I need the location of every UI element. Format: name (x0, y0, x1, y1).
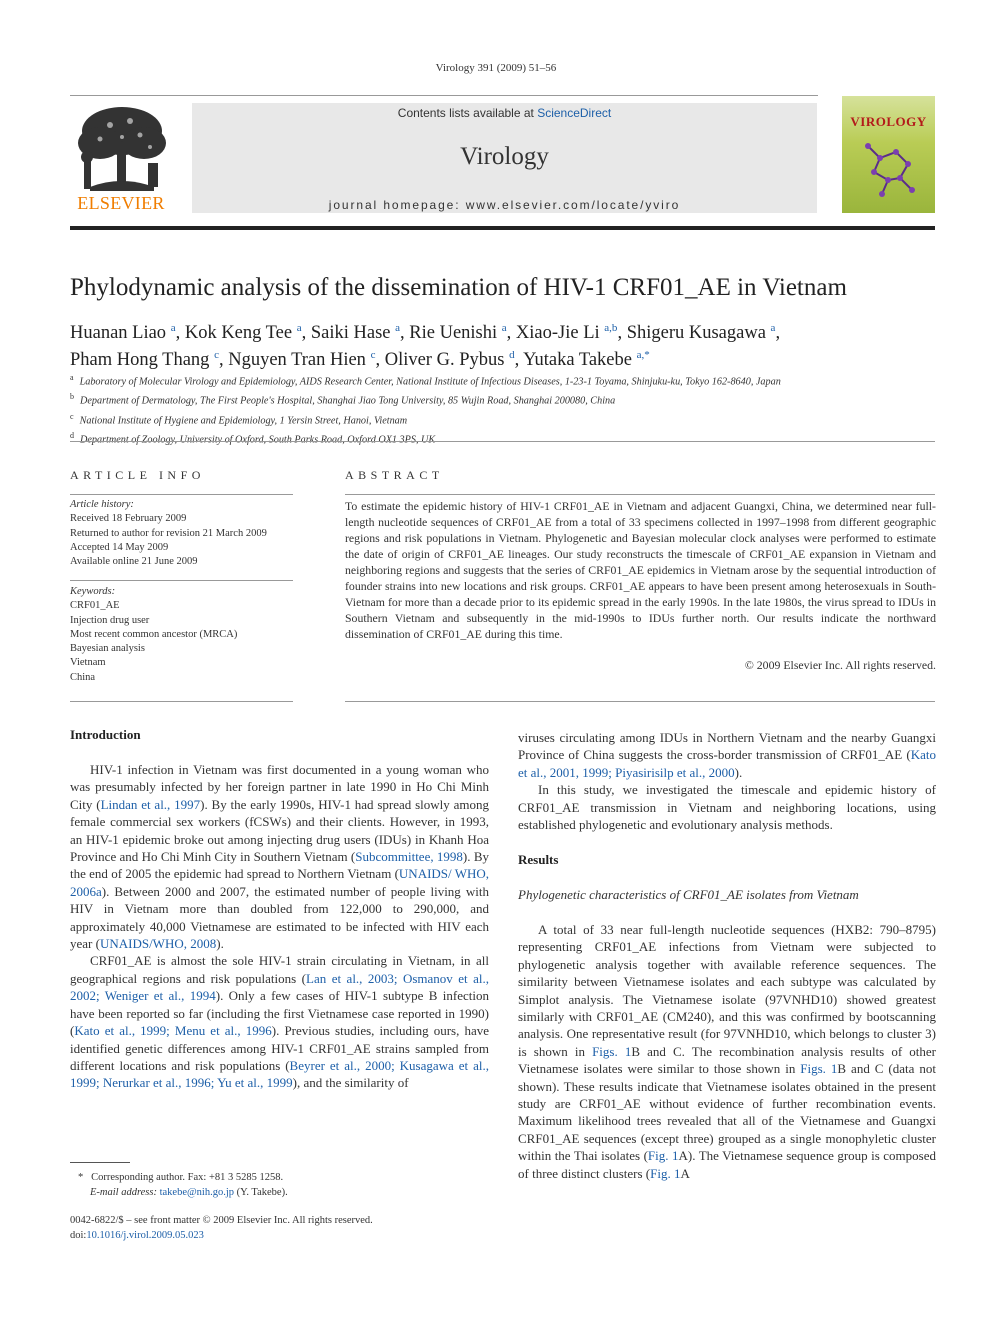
intro-paragraph-2 (70, 952, 489, 1091)
paragraph-text: B and C. The recombination analysis results of other Vietnamese isolates were similar to those shown in (518, 1043, 936, 1077)
keywords-block (70, 585, 300, 685)
author-name: Rie Uenishi (409, 323, 502, 344)
footnote-rule (70, 1162, 130, 1163)
issn-line: 0042-6822/$ – see front matter © 2009 Elsevier Inc. All rights reserved. (70, 1215, 373, 1226)
author-name: Xiao-Jie Li (515, 323, 605, 344)
author-affiliation-marker[interactable]: a (170, 322, 176, 334)
citation-link[interactable]: Lindan et al., 1997 (100, 796, 201, 812)
footnote-star: * (78, 1172, 84, 1183)
keyword-items (70, 599, 300, 685)
results-column (518, 921, 936, 1182)
keyword: Vietnam (70, 657, 106, 669)
author-affiliation-marker[interactable]: c (214, 349, 219, 362)
corresponding-author: Corresponding author. Fax: +81 3 5285 1258. (91, 1172, 284, 1183)
author-name: Huanan Liao (70, 323, 171, 344)
history-label: Article history: (70, 499, 134, 510)
history-item: Accepted 14 May 2009 (70, 541, 169, 553)
footnote (70, 1170, 490, 1200)
paragraph-text: ). (216, 936, 224, 952)
author-affiliation-marker[interactable]: c (370, 349, 376, 362)
results-heading: Results (518, 852, 559, 867)
author-name: Yutaka Takebe (523, 350, 637, 371)
front-matter (70, 1213, 490, 1243)
article-info-rule-bottom (70, 701, 293, 702)
affiliation (70, 409, 935, 428)
keyword: Most recent common ancestor (MRCA) (70, 628, 238, 640)
article-history (70, 498, 300, 569)
author-name: Pham Hong Thang (70, 350, 215, 371)
citation-link[interactable]: Beyrer et al., 2000; Kusagawa et al., 1999; Nerurkar et al., 1996; Yu et al., 1999 (70, 1057, 489, 1091)
keyword: China (70, 671, 96, 683)
author-affiliation-marker[interactable]: a,* (636, 349, 650, 362)
journal-name: Virology (460, 143, 549, 170)
paragraph-text: B and C (data not shown). These results indicate that Vietnamese isolates obtained in the present study are CRF01_AE without evidence of further recombination events. Maximum likelihood trees revealed that all of the Vietnamese and Guangxi CRF01_AE sequences (except three) grouped as a single monophyletic cluster within the Thai isolates ( (518, 1061, 936, 1164)
paragraph-text: ). Between 2000 and 2007, the estimated number of people living with HIV in Vietnam more than doubled from 122,000 to 290,000, and approximately 40,000 Vietnamese are estimated to be infected with HIV each year ( (70, 883, 489, 952)
article-info-rule-mid (70, 580, 293, 581)
article-title: Phylodynamic analysis of the dissemination of HIV-1 CRF01_AE in Vietnam (70, 274, 847, 301)
author-separator: , (301, 323, 311, 344)
citation-link[interactable]: Lan et al., 2003; Osmanov et al., 2002; Weniger et al., 1994 (70, 970, 489, 1004)
introduction-heading: Introduction (70, 727, 141, 742)
history-items (70, 512, 300, 569)
author-separator: , (506, 323, 516, 344)
affiliation-rule (70, 441, 935, 442)
affiliation-text: Laboratory of Molecular Virology and Epidemiology, AIDS Research Center, National Institute of Infectious Diseases, 1-23-1 Toyama, Shinjuku-ku, Tokyo 162-8640, Japan (79, 376, 781, 388)
citation-link[interactable]: Fig. 1 (647, 1148, 679, 1164)
paragraph-text: A (680, 1165, 690, 1181)
contents-line (192, 106, 817, 120)
citation-link[interactable]: UNAIDS/ WHO, 2006a (70, 866, 489, 899)
affiliation-list (70, 370, 935, 448)
abstract-rule-bottom (345, 701, 935, 702)
author-separator: , (218, 350, 229, 371)
author-list (70, 317, 935, 371)
author-separator: , (175, 323, 185, 344)
citation-link[interactable]: Fig. 1 (650, 1165, 681, 1181)
author-name: Saiki Hase (310, 323, 396, 344)
author-separator: , (400, 323, 410, 344)
author-affiliation-marker[interactable]: d (509, 349, 515, 362)
keywords-label: Keywords: (70, 586, 116, 597)
paragraph-text: ). By the end of 2005 the epidemic had spread to Northern Vietnam ( (70, 849, 489, 882)
affiliation-key: a (70, 373, 74, 382)
author-separator: , (617, 323, 627, 344)
email-link[interactable]: takebe@nih.go.jp (159, 1187, 235, 1198)
cover-molecule-icon (860, 136, 920, 206)
contents-prefix: Contents lists available at (397, 106, 538, 120)
results-paragraph-1 (518, 921, 936, 1182)
paragraph-text: ). By the early 1990s, HIV-1 had spread slowly among female commercial sex workers (fCSWs) and their clients. However, in 1993, an HIV-1 epidemic broke out among injecting drug users (IDUs) in Khanh Hoa Province and Ho Chi Minh City in Southern Vietnam ( (70, 796, 489, 865)
history-item: Received 18 February 2009 (70, 513, 187, 525)
author-affiliation-marker[interactable]: a (770, 322, 776, 334)
doi-label: doi: (70, 1230, 87, 1241)
paragraph-text: ). (734, 764, 743, 780)
citation-link[interactable]: Kato et al., 1999; Menu et al., 1996 (74, 1023, 272, 1039)
citation-link[interactable]: Figs. 1 (592, 1043, 632, 1059)
author-affiliation-marker[interactable]: a (501, 322, 507, 334)
author-name: Oliver G. Pybus (384, 350, 510, 371)
journal-citation: Virology 391 (2009) 51–56 (435, 62, 557, 74)
paragraph-text: viruses circulating among IDUs in Northern Vietnam and the nearby Guangxi Province of China suggests the cross-border transmission of CRF01_AE ( (518, 730, 936, 763)
subsection-heading: Phylogenetic characteristics of CRF01_AE isolates from Vietnam (518, 887, 859, 902)
citation-link[interactable]: Kato et al., 2001, 1999; Piyasirisilp et al., 2000 (518, 747, 936, 780)
paragraph-text: ). Only a few cases of HIV-1 subtype B infection have been reported so far (including the first Vietnamese case reported in 1990) ( (70, 988, 489, 1039)
article-info-rule-top (70, 494, 293, 495)
author-name: Kok Keng Tee (184, 323, 297, 344)
affiliation (70, 370, 935, 389)
intro-paragraph-4: In this study, we investigated the timescale and epidemic history of CRF01_AE transmission in Vietnam and neighboring locations, using established phylogenetic and evolutionary analysis methods. (518, 782, 936, 833)
affiliation-text: Department of Dermatology, The First People's Hospital, Shanghai Jiao Tong University, 85 Wujin Road, Shanghai 200080, China (80, 395, 616, 407)
history-item: Returned to author for revision 21 March 2009 (70, 527, 267, 539)
left-column (70, 761, 489, 1092)
author-name: Shigeru Kusagawa (626, 323, 771, 344)
abstract-rule-top (345, 494, 935, 495)
affiliation-key: d (70, 431, 74, 441)
author-separator: , (514, 350, 524, 371)
affiliation-key: b (70, 392, 74, 402)
paragraph-text: A total of 33 near full-length nucleotide sequences (HXB2: 790–8795) representing CRF01_AE infections from Vietnam were subjected to phylogenetic analysis together with available reference sequences. The similarity between Vietnamese isolates and each subtype was calculated by Simplot analysis. The Vietnamese isolate (97VNHD10) showed greatest similarly with CRF01_AE (CM240), and this was confirmed by bootscanning analysis. One representative result (for 97VNHD10, which belongs to cluster 3) is shown in (518, 922, 936, 1059)
journal-cover-thumbnail (842, 96, 935, 213)
article-info-heading: ARTICLE INFO (70, 468, 205, 482)
intro-paragraph-3 (518, 729, 936, 781)
doi-link[interactable]: 10.1016/j.virol.2009.05.023 (86, 1230, 204, 1241)
email-suffix: (Y. Takebe). (234, 1187, 288, 1198)
cover-title: VIROLOGY (850, 114, 927, 129)
keyword: Bayesian analysis (70, 643, 145, 655)
citation-link[interactable]: Figs. 1 (800, 1061, 838, 1077)
citation-link[interactable]: Subcommittee, 1998 (355, 849, 463, 865)
affiliation-key: c (70, 411, 74, 421)
keyword: CRF01_AE (70, 600, 120, 612)
paragraph-text: A). The Vietnamese sequence group is composed of three distinct clusters ( (518, 1148, 936, 1181)
history-item: Available online 21 June 2009 (70, 556, 198, 568)
sciencedirect-link[interactable]: ScienceDirect (537, 106, 612, 120)
journal-homepage[interactable]: journal homepage: www.elsevier.com/locate/yviro (328, 198, 681, 212)
publisher-wordmark: ELSEVIER (77, 193, 165, 213)
intro-paragraph-1 (70, 761, 489, 952)
paragraph-text: ). Previous studies, including ours, have identified genetic differences among HIV-1 CRF01_AE strains sampled from different locations and risk populations ( (70, 1023, 489, 1073)
abstract-text: To estimate the epidemic history of HIV-1 CRF01_AE in Vietnam and adjacent Guangxi, China, we determined near full-length nucleotide sequences of CRF01_AE from a total of 33 specimens collected in 1997–1998 from different geographic regions and risk populations in Vietnam. Phylogenetic and Bayesian molecular clock analyses were performed to estimate the date of origin of CRF01_AE lineages. Our study reconstructs the timescale of CRF01_AE expansion in Vietnam and neighboring regions and suggests that the series of CRF01_AE epidemics in Vietnam arose by the sequential introduction of founder strains into new locations and risk groups. CRF01_AE appears to have been present among heterosexuals in South-Vietnam for more than a decade prior to its epidemic spread in the early 1990s. In the late 1980s, the virus spread to IDUs in Southern Vietnam and subsequently in the mid-1990s to IDUs further north. Our results indicate the northward dissemination of CRF01_AE during this time. (345, 499, 936, 641)
author-affiliation-marker[interactable]: a,b (604, 322, 618, 334)
keyword: Injection drug user (70, 614, 150, 626)
affiliation (70, 389, 935, 408)
author-name: Nguyen Tran Hien (228, 350, 371, 371)
email-label: E-mail address: (90, 1187, 157, 1198)
author-affiliation-marker[interactable]: a (395, 322, 401, 334)
author-separator: , (775, 323, 781, 344)
paragraph-text: ), and the similarity of (292, 1075, 409, 1091)
paragraph-text: HIV-1 infection in Vietnam was first documented in a young woman who was presumably infected by her foreign partner in late 1990 in Ho Chi Minh City ( (70, 762, 489, 812)
affiliation (70, 428, 935, 447)
author-separator: , (375, 350, 385, 371)
affiliation-text: National Institute of Hygiene and Epidemiology, 1 Yersin Street, Hanoi, Vietnam (79, 415, 408, 427)
abstract-heading: ABSTRACT (345, 468, 444, 482)
header-bottom-rule (70, 226, 935, 230)
right-column (518, 729, 936, 833)
author-affiliation-marker[interactable]: a (296, 322, 302, 334)
header-top-rule (70, 95, 818, 96)
citation-link[interactable]: UNAIDS/WHO, 2008 (99, 936, 217, 952)
paragraph-text: CRF01_AE is almost the sole HIV-1 strain circulating in Vietnam, in all geographical regions and risk populations ( (70, 953, 489, 986)
abstract-copyright: © 2009 Elsevier Inc. All rights reserved. (744, 658, 936, 672)
